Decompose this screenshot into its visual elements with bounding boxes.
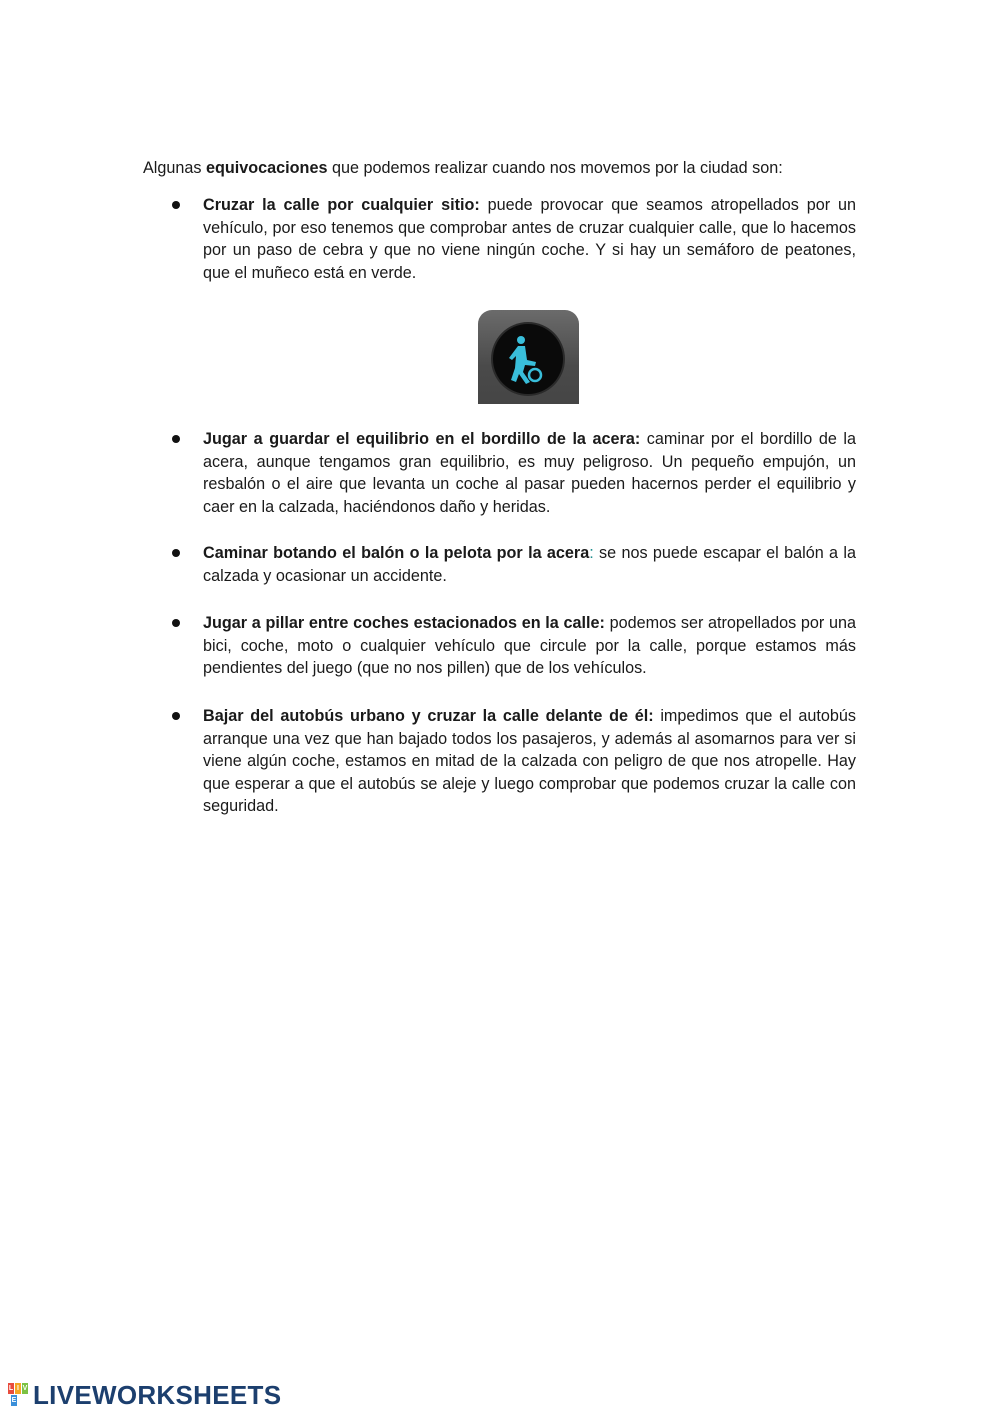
intro-bold-word: equivocaciones: [206, 159, 328, 177]
intro-paragraph: [143, 157, 863, 180]
list-item: [203, 705, 856, 818]
item-text: podemos ser atropellados por una bici, coche, moto o cualquier vehículo que circule por la calle, porque estamos más pendientes del juego (que no nos pillen) que de los vehículos.: [203, 614, 857, 678]
item-title: Caminar botando el balón o la pelota por la acera: [203, 544, 590, 562]
item-title: Bajar del autobús urbano y cruzar la calle delante de él:: [203, 707, 654, 725]
pedestrian-signal-image: [478, 310, 579, 404]
list-item: [203, 194, 856, 284]
list-item: [203, 612, 856, 680]
bullet-icon: [172, 435, 180, 443]
item-text: se nos puede escapar el balón a la calzada y ocasionar un accidente.: [203, 544, 856, 585]
intro-text-after: que podemos realizar cuando nos movemos por la ciudad son:: [327, 159, 783, 177]
item-text: impedimos que el autobús arranque una vez que han bajado todos los pasajeros, y además al asomarnos para ver si viene algún coche, estamos en mitad de la calzada con peligro de que nos atropelle. Hay que esperar a que el autobús se aleje y luego comprobar que podemos cruzar la calle con seguridad.: [203, 707, 857, 816]
item-title: Jugar a guardar el equilibrio en el bordillo de la acera:: [203, 430, 641, 448]
bullet-icon: [172, 619, 180, 627]
list-item: [203, 428, 856, 518]
bullet-icon: [172, 201, 180, 209]
list-item: [203, 542, 856, 587]
liveworksheets-logo[interactable]: [8, 1381, 281, 1409]
logo-block: L: [8, 1385, 14, 1392]
bullet-icon: [172, 549, 180, 557]
item-colon: :: [589, 544, 594, 562]
logo-blocks-icon: [8, 1383, 30, 1407]
logo-block: E: [11, 1397, 17, 1404]
intro-text-before: Algunas: [143, 159, 206, 177]
item-title: Cruzar la calle por cualquier sitio:: [203, 196, 480, 214]
pedestrian-signal-icon: [478, 310, 579, 404]
logo-block: I: [15, 1383, 21, 1394]
item-title: Jugar a pillar entre coches estacionados en la calle:: [203, 614, 605, 632]
item-text: caminar por el bordillo de la acera, aunque tengamos gran equilibrio, es muy peligroso. Un pequeño empujón, un resbalón o el aire que levanta un coche al pasar pueden hacernos perder el equilibrio y caer en la calzada, haciéndonos daño y heridas.: [203, 430, 856, 516]
item-text: puede provocar que seamos atropellados por un vehículo, por eso tenemos que comprobar antes de cruzar cualquier calle, que lo hacemos por un paso de cebra y que no viene ningún coche. Y si hay un semáforo de peatones, que el muñeco está en verde.: [203, 196, 856, 282]
logo-text: LIVEWORKSHEETS: [33, 1379, 282, 1410]
logo-block: V: [22, 1385, 28, 1392]
bullet-icon: [172, 712, 180, 720]
